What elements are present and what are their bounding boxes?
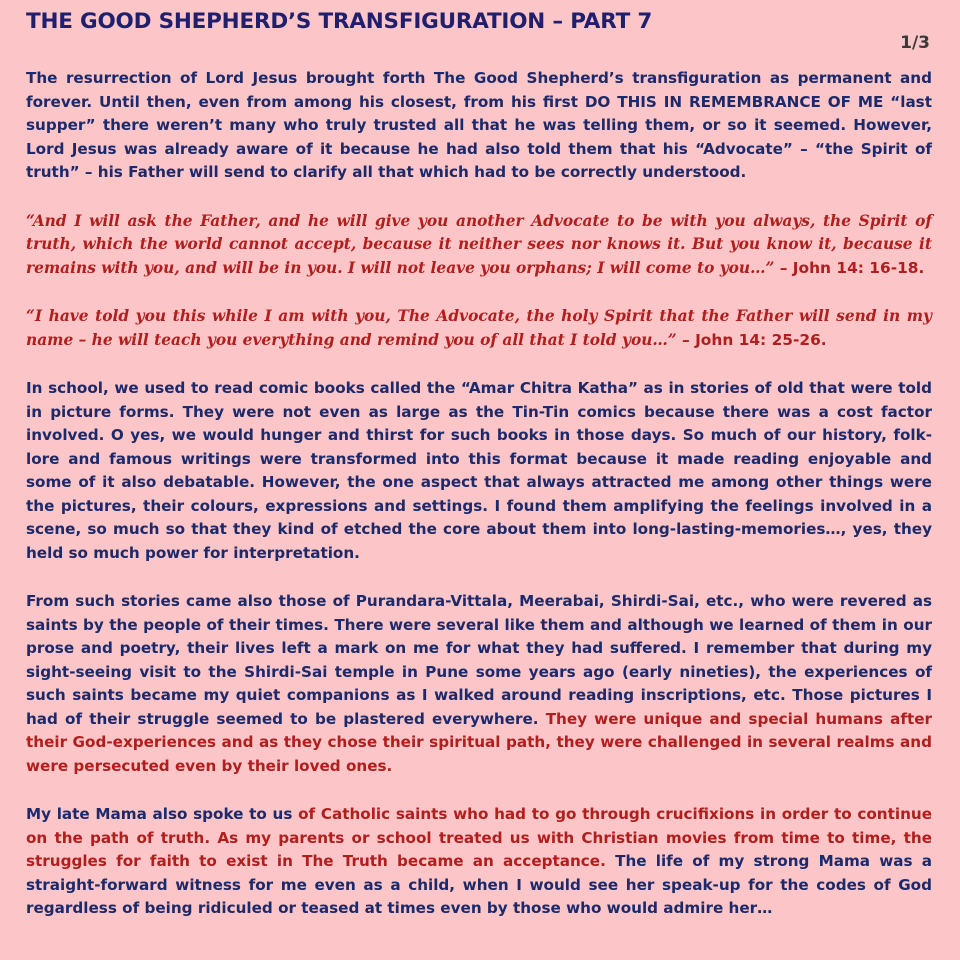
paragraph-saints — [26, 590, 932, 778]
paragraph-text: The life of my strong Mama was a straight-forward witness for me even as a child, when I would see her speak-up for the codes of God regardless of being ridiculed or teased at times even by those who would admire her… — [26, 852, 932, 917]
paragraph-mama — [26, 803, 932, 921]
highlighted-text: They were unique and special humans after their God-experiences and as they chose their spiritual path, they were challenged in several realms and were persecuted even by their loved ones. — [26, 709, 932, 775]
highlighted-text: of Catholic saints who had to go through crucifixions in order to continue on the path of truth. As my parents or school treated us with Christian movies from time to time, the struggles for faith to exist in The Truth became an acceptance. — [26, 805, 932, 870]
quote-reference: – John 14: 25-26. — [676, 330, 827, 349]
page-number: 1/3 — [900, 33, 930, 53]
quote-text: “I have told you this while I am with you, The Advocate, the holy Spirit that the Father will send in my name – he will teach you everything and remind you of all that I told you…” — [26, 307, 932, 349]
document-body — [26, 67, 932, 946]
quote-john-14-16 — [26, 210, 932, 281]
quote-reference: – John 14: 16-18. — [774, 258, 925, 277]
quote-john-14-25 — [26, 305, 932, 352]
document-title: THE GOOD SHEPHERD’S TRANSFIGURATION – PART 7 — [26, 9, 653, 34]
paragraph-resurrection: The resurrection of Lord Jesus brought forth The Good Shepherd’s transfiguration as permanent and forever. Until then, even from among his closest, from his first DO THIS IN REMEMBRANCE OF ME “last supper” there weren’t many who truly trusted all that he was telling them, or so it seemed. However, Lord Jesus was already aware of it because he had also told them that his “Advocate” – “the Spirit of truth” – his Father will send to clarify all that which had to be correctly understood. — [26, 69, 932, 181]
paragraph-text: From such stories came also those of Purandara-Vittala, Meerabai, Shirdi-Sai, etc., who were revered as saints by the people of their times. There were several like them and although we learned of them in our prose and poetry, their lives left a mark on me for what they had suffered. I remember that during my sight-seeing visit to the Shirdi-Sai temple in Pune some years ago (early nineties), the experiences of such saints became my quiet companions as I walked around reading inscriptions, etc. Those pictures I had of their struggle seemed to be plastered everywhere. — [26, 592, 932, 728]
quote-text: “And I will ask the Father, and he will give you another Advocate to be with you always, the Spirit of truth, which the world cannot accept, because it neither sees nor knows it. But you know it, because it remains with you, and will be in you. I will not leave you orphans; I will come to you…” — [26, 211, 932, 277]
paragraph-text: My late Mama also spoke to us — [26, 805, 299, 823]
paragraph-amar-chitra-katha: In school, we used to read comic books called the “Amar Chitra Katha” as in stories of old that were told in picture forms. They were not even as large as the Tin-Tin comics because there was a cost factor involved. O yes, we would hunger and thirst for such books in those days. So much of our history, folk-lore and famous writings were transformed into this format because it made reading enjoyable and some of it also debatable. However, the one aspect that always attracted me among other things were the pictures, their colours, expressions and settings. I found them amplifying the feelings involved in a scene, so much so that they kind of etched the core about them into long-lasting-memories…, yes, they held so much power for interpretation. — [26, 379, 932, 562]
